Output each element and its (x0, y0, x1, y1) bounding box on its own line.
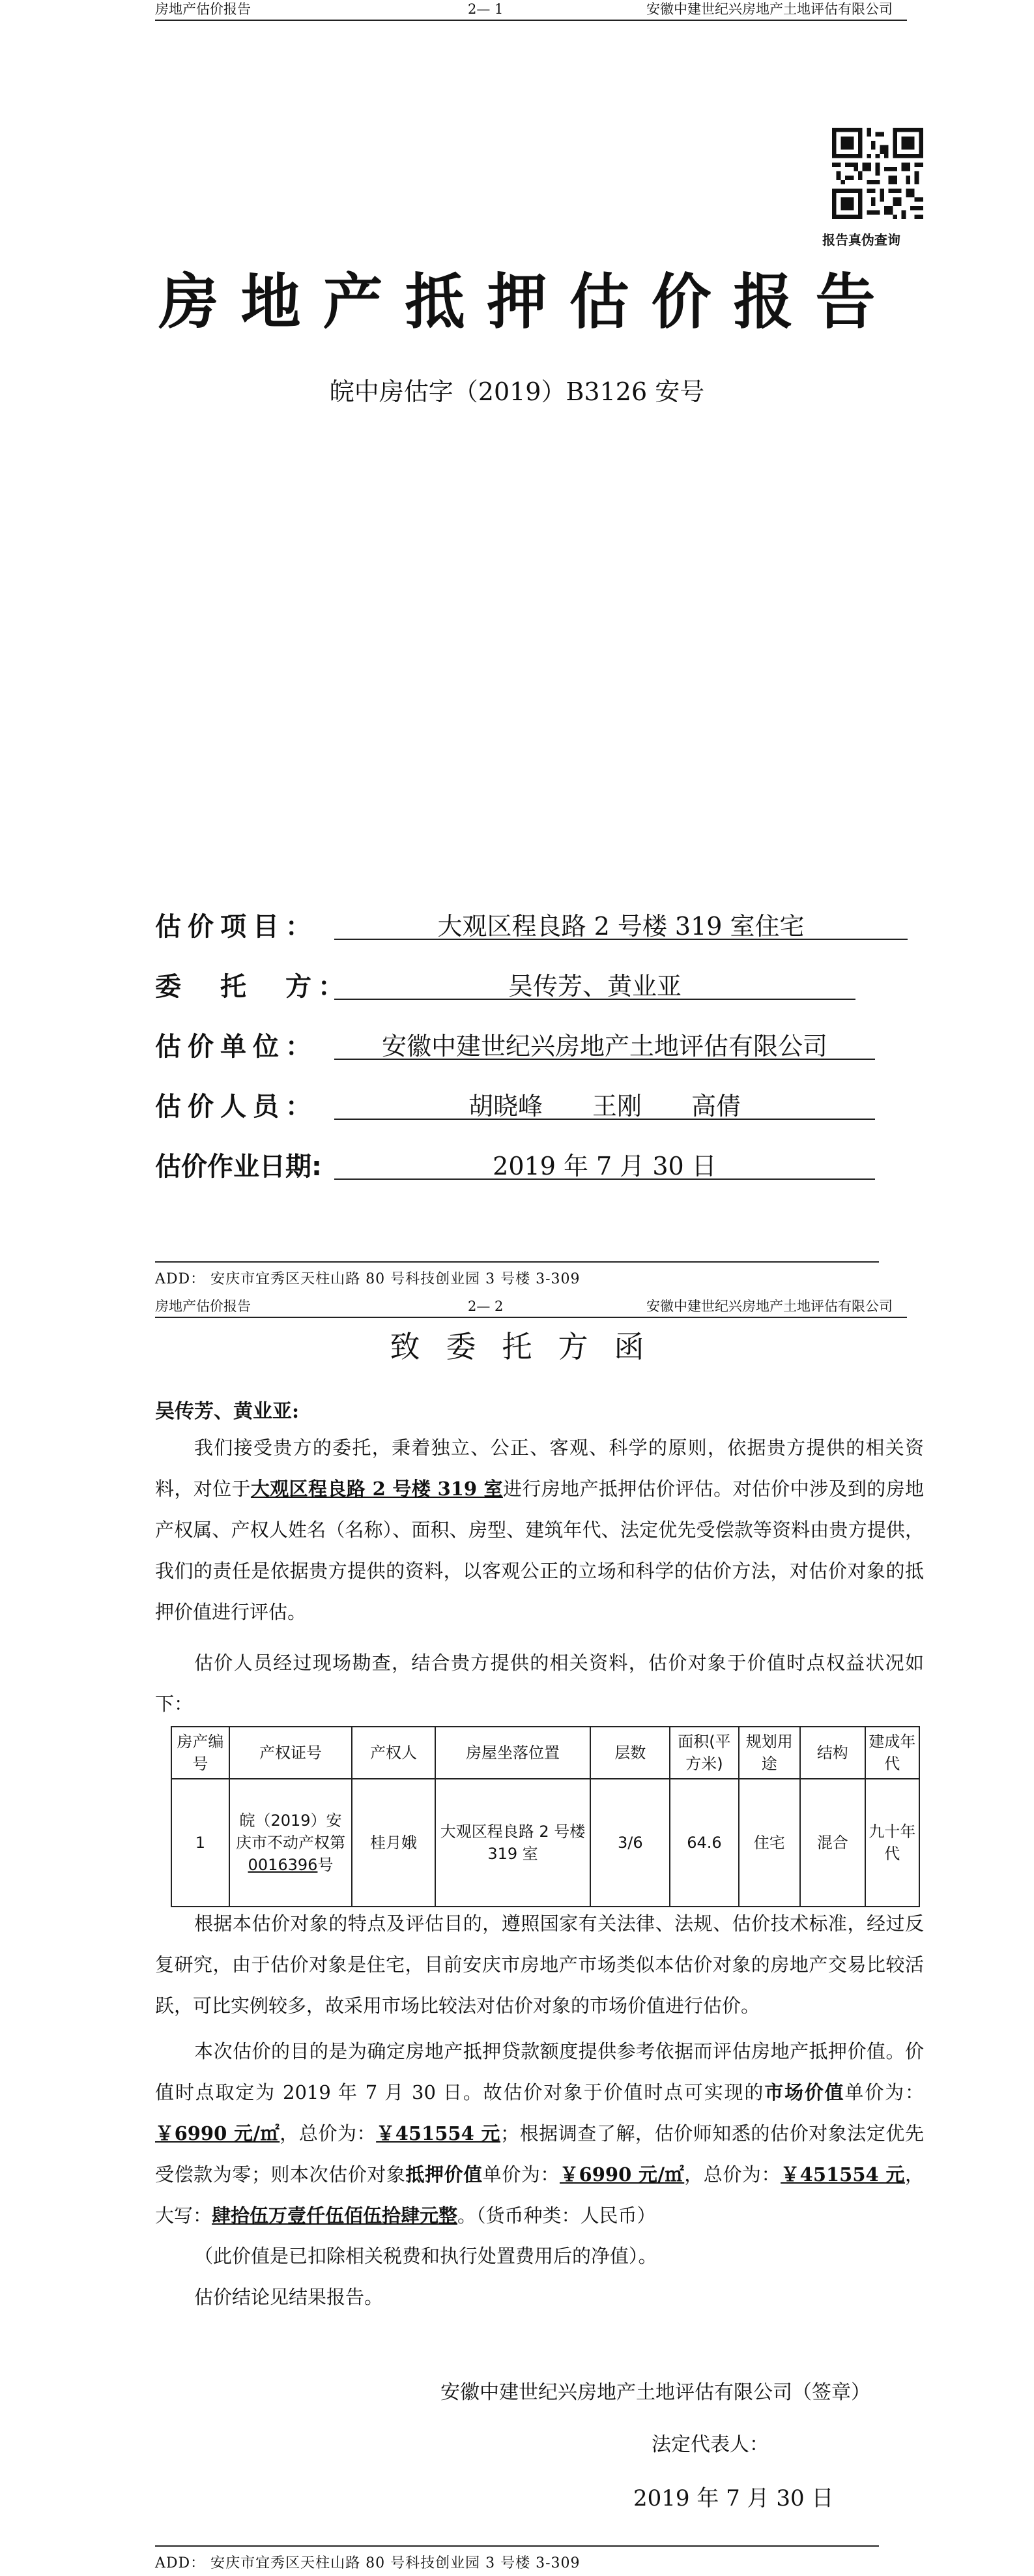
mortgage-total-price: ￥451554 元 (781, 2163, 905, 2186)
page-footer: ADD： 安庆市宜秀区天柱山路 80 号科技创业园 3 号楼 3-309 (155, 1261, 879, 1288)
info-value: 大观区程良路 2 号楼 319 室住宅 (334, 906, 908, 940)
col-header: 房产编号 (171, 1727, 229, 1779)
info-value: 2019 年 7 月 30 日 (334, 1146, 875, 1180)
cell-location: 大观区程良路 2 号楼 319 室 (435, 1779, 590, 1907)
signature-company: 安徽中建世纪兴房地产土地评估有限公司（签章） (440, 2381, 870, 2404)
info-value: 胡晓峰 王刚 高倩 (334, 1086, 875, 1120)
qr-caption: 报告真伪查询 (822, 232, 900, 248)
col-header: 规划用途 (739, 1727, 800, 1779)
info-label: 估价项目： (155, 912, 318, 942)
cell-owner: 桂月娥 (352, 1779, 435, 1907)
table-header-row (171, 1727, 919, 1779)
info-label: 估价单位： (155, 1032, 318, 1062)
cell-year: 九十年代 (865, 1779, 919, 1907)
page-number: 2— 2 (468, 1298, 504, 1314)
col-header: 产权证号 (229, 1727, 352, 1779)
header-right: 安徽中建世纪兴房地产土地评估有限公司 (646, 1298, 893, 1314)
col-header: 房屋坐落位置 (435, 1727, 590, 1779)
signature-date: 2019 年 7 月 30 日 (633, 2485, 834, 2511)
page-footer: ADD： 安庆市宜秀区天柱山路 80 号科技创业园 3 号楼 3-309 (155, 2545, 879, 2572)
property-address: 大观区程良路 2 号楼 319 室 (250, 1478, 503, 1500)
col-header: 结构 (800, 1727, 865, 1779)
paragraph-survey: 估价人员经过现场勘查，结合贵方提供的相关资料，估价对象于价值时点权益状况如下： (155, 1652, 924, 1715)
info-label: 估价人员： (155, 1092, 318, 1122)
info-label: 委 托 方： (155, 972, 351, 1002)
info-label: 估价作业日期: (155, 1152, 322, 1182)
cell-structure: 混合 (800, 1779, 865, 1907)
mortgage-unit-price: ￥6990 元/㎡ (559, 2163, 685, 2186)
header-left: 房地产估价报告 (155, 1, 251, 17)
paragraph-conclusion: 估价结论见结果报告。 (194, 2286, 384, 2308)
addressee: 吴传芳、黄业亚: (155, 1400, 300, 1423)
report-number: 皖中房估字（2019）B3126 安号 (329, 377, 705, 406)
col-header: 面积(平方米) (670, 1727, 738, 1779)
qr-code-icon (832, 128, 923, 219)
report-title: 房地产抵押估价报告 (158, 267, 898, 337)
market-unit-price: ￥6990 元/㎡ (155, 2122, 280, 2144)
page-number: 2— 1 (468, 1, 504, 17)
col-header: 建成年代 (865, 1727, 919, 1779)
paragraph-intro: 我们接受贵方的委托，秉着独立、公正、客观、科学的原则，依据贵方提供的相关资料，对位于大观区程良路 2 号楼 319 室进行房地产抵押估价评估。对估价中涉及到的房地产权属、产权人姓名（名称）、面积、房型、建筑年代、法定优先受偿款等资料由贵方提供，我们的责任是依据贵方提供的资料，以客观公正的立场和科学的估价方法，对估价对象的抵押价值进行评估。 (155, 1437, 924, 1623)
signature-representative: 法定代表人： (652, 2433, 769, 2456)
paragraph-method: 根据本估价对象的特点及评估目的，遵照国家有关法律、法规、估价技术标准，经过反复研究，由于估价对象是住宅，目前安庆市房地产市场类似本估价对象的房地产交易比较活跃，可比实例较多，故采用市场比较法对估价对象的市场价值进行估价。 (155, 1912, 924, 2017)
cell-cert: 皖（2019）安庆市不动产权第0016396号 (229, 1779, 352, 1907)
col-header: 层数 (590, 1727, 670, 1779)
cell-use: 住宅 (739, 1779, 800, 1907)
paragraph-net-value: （此价值是已扣除相关税费和执行处置费用后的净值）。 (194, 2245, 657, 2267)
col-header: 产权人 (352, 1727, 435, 1779)
amount-in-words: 肆拾伍万壹仟伍佰伍拾肆元整 (212, 2204, 458, 2227)
header-left: 房地产估价报告 (155, 1298, 251, 1314)
market-total-price: ￥451554 元 (376, 2122, 501, 2144)
property-table (171, 1726, 920, 1907)
page-header (155, 1297, 907, 1318)
page-header (155, 0, 907, 21)
paragraph-valuation: 本次估价的目的是为确定房地产抵押贷款额度提供参考依据而评估房地产抵押价值。价值时点取定为 2019 年 7 月 30 日。故估价对象于价值时点可实现的市场价值单价为：￥6990 元/㎡，总价为：￥451554 元；根据调查了解，估价师知悉的估价对象法定优先受偿款为零；则本次估价对象抵押价值单价为：￥6990 元/㎡，总价为：￥451554 元，大写：肆拾伍万壹仟伍佰伍拾肆元整。（货币种类：人民币） (155, 2040, 924, 2227)
cell-no: 1 (171, 1779, 229, 1907)
cell-floors: 3/6 (590, 1779, 670, 1907)
table-row (171, 1779, 919, 1907)
info-value: 安徽中建世纪兴房地产土地评估有限公司 (334, 1026, 875, 1060)
cell-area: 64.6 (670, 1779, 738, 1907)
header-right: 安徽中建世纪兴房地产土地评估有限公司 (646, 1, 893, 17)
letter-title: 致委托方函 (390, 1329, 670, 1364)
letter-page (0, 1297, 1034, 2576)
info-value: 吴传芳、黄业亚 (334, 966, 855, 1000)
